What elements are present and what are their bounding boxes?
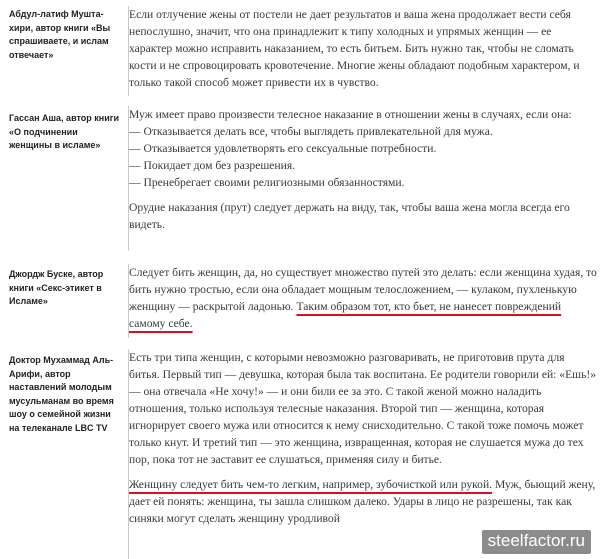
quote-asha-list-item: — Отказывается делать все, чтобы выглядеть привлекательной для мужа. [129, 125, 493, 138]
author-bousquet: Джордж Буске, автор книги «Секс-этикет в Исламе» [9, 269, 104, 306]
author-mushtahiri: Абдул-латиф Мушта-хири, автор книги «Вы спрашиваете, и ислам отвечает» [9, 9, 111, 60]
quote-asha-outro: Орудие наказания (прут) следует держать на виду, так, чтобы ваша жена могла всегда его видеть. [129, 201, 570, 231]
author-asha: Гассан Аша, автор книги «О подчинении женщины в исламе» [9, 113, 120, 150]
quote-asha-list-item: — Покидает дом без разрешения. [129, 159, 296, 172]
quote-al-arifi-conclusion [129, 476, 597, 527]
author-al-arifi: Доктор Мухаммад Аль-Арифи, автор наставлений молодым мусульманам во время шоу о семейной жизни на телеканале LBC TV [9, 355, 114, 433]
quote-asha-list-item: — Пренебрегает своими религиозными обязанностями. [129, 176, 405, 189]
quote-bousquet [128, 264, 597, 338]
site-watermark: steelfactor.ru [482, 530, 591, 554]
quote-al-arifi-highlight: Женщину следует бить чем-то легким, например, зубочисткой или рукой. [129, 478, 493, 491]
quote-bousquet-highlight: Таким образом тот, кто бьет, не нанесет повреждений самому себе. [129, 300, 562, 330]
quote-asha-intro: Муж имеет право произвести телесное наказание в отношении жены в случаях, если она: [129, 108, 572, 121]
quote-al-arifi-tail: Муж, бьющий жену, дает ей понять: женщина, ты зашла слишком далеко. Удары в лицо не разрешены, так как синяки могут сделать женщину уродливой [129, 478, 596, 525]
quote-bousquet-text [129, 264, 597, 332]
quote-mushtahiri [128, 6, 597, 96]
quote-mushtahiri-text: Если отлучение жены от постели не дает результатов и ваша жена продолжает вести себя непослушно, значит, что она принадлежит к типу холодных и упрямых женщин — ее характер можно исправить наказанием, то есть битьем. Бить нужно так, чтобы не сломать кости и не спровоцировать кровотечение. Многие жены обладают подобным характером, и только такой способ может привести их в чувство. [129, 8, 580, 89]
quote-asha-list-item: — Отказывается удовлетворять его сексуальные потребности. [129, 142, 437, 155]
quote-al-arifi-text: Есть три типа женщин, с которыми невозможно разговаривать, не приготовив прута для битья. Первый тип — девушка, которая была так воспитана. Ее родители говорили ей: «Ешь!» — она отвечала «Не хочу!» — и они били ее за это. С такой женой можно наладить отношения, только используя телесные наказания. Второй тип — женщина, которая игнорирует своего мужа или относится к нему снисходительно. С такой тоже помочь может только кнут. И третий тип — это женщина, извращенная, которая не слушается мужа до тех пор, пока тот не заставит ее слушаться, применяя силу и битье. [129, 351, 597, 466]
quote-al-arifi [128, 349, 597, 559]
quote-bousquet-body: Следует бить женщин, да, но существует множество путей это делать: если женщина худая, то бить нужно тростью, если она обладает мощным телосложением, — кулаком, пухленькую женщину — раскрытой ладонью. [129, 266, 597, 313]
quote-asha [128, 106, 597, 251]
